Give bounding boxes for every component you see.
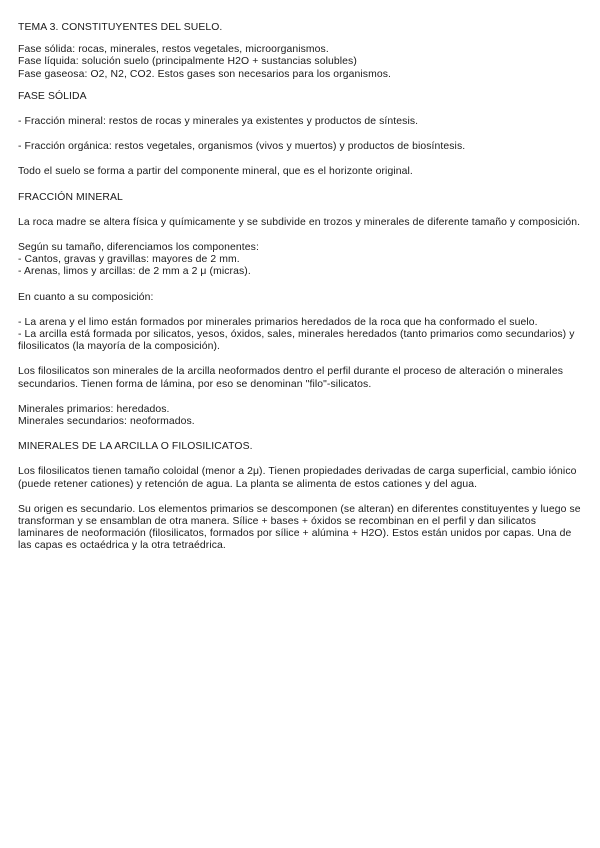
section-heading-fase-solida: FASE SÓLIDA [18,90,87,102]
composition-item-arcilla: - La arcilla está formada por silicatos, yesos, óxidos, sales, minerales heredados (tanto primarios como secundarios) y filosilicatos (la mayoría de la composición). [18,329,575,353]
document-page [18,22,583,553]
size-item-cantos: - Cantos, gravas y gravillas: mayores de 2 mm. [18,254,240,266]
fraccion-mineral-item: - Fracción mineral: restos de rocas y minerales ya existentes y productos de síntesis. [18,116,419,128]
phase-solid: Fase sólida: rocas, minerales, restos vegetales, microorganismos. [18,44,329,56]
filosilicatos-origin-paragraph: Su origen es secundario. Los elementos primarios se descomponen (se alteran) en diferentes constituyentes y luego se transforman y se ensamblan de otra manera. Sílice + bases + óxidos se recombinan en el perfil y dan silicatos laminares de neoformación (filosilicatos, formados por sílice + alúmina + H2O). Estos están unidos por capas. Una de las capas es octaédrica y la otra tetraédrica. [18,503,581,552]
section-heading-minerales-arcilla: MINERALES DE LA ARCILLA O FILOSILICATOS. [18,441,253,453]
suelo-note: Todo el suelo se forma a partir del componente mineral, que es el horizonte original. [18,166,413,178]
composition-intro: En cuanto a su composición: [18,291,154,303]
mineral-type-primario: Minerales primarios: heredados. [18,403,170,415]
size-item-arenas: - Arenas, limos y arcillas: de 2 mm a 2 μ (micras). [18,266,251,278]
size-intro: Según su tamaño, diferenciamos los componentes: [18,242,259,254]
phase-gas: Fase gaseosa: O2, N2, CO2. Estos gases son necesarios para los organismos. [18,68,391,80]
section-heading-fraccion-mineral: FRACCIÓN MINERAL [18,191,123,203]
fraccion-organica-item: - Fracción orgánica: restos vegetales, organismos (vivos y muertos) y productos de biosíntesis. [18,141,466,153]
phase-liquid: Fase líquida: solución suelo (principalmente H2O + sustancias solubles) [18,56,357,68]
composition-item-arena: - La arena y el limo están formados por minerales primarios heredados de la roca que ha conformado el suelo. [18,316,538,328]
filosilicatos-properties-paragraph: Los filosilicatos tienen tamaño coloidal (menor a 2μ). Tienen propiedades derivadas de carga superficial, cambio iónico (puede retener cationes) y retención de agua. La planta se alimenta de estos cationes y del agua. [18,466,577,490]
mineral-type-secundario: Minerales secundarios: neoformados. [18,416,195,428]
document-title: TEMA 3. CONSTITUYENTES DEL SUELO. [18,22,223,33]
filosilicatos-paragraph: Los filosilicatos son minerales de la arcilla neoformados dentro el perfil durante el proceso de alteración o minerales secundarios. Tienen forma de lámina, por eso se denominan "filo"-silicatos. [18,366,563,390]
roca-madre-paragraph: La roca madre se altera física y químicamente y se subdivide en trozos y minerales de diferente tamaño y composición. [18,216,581,228]
